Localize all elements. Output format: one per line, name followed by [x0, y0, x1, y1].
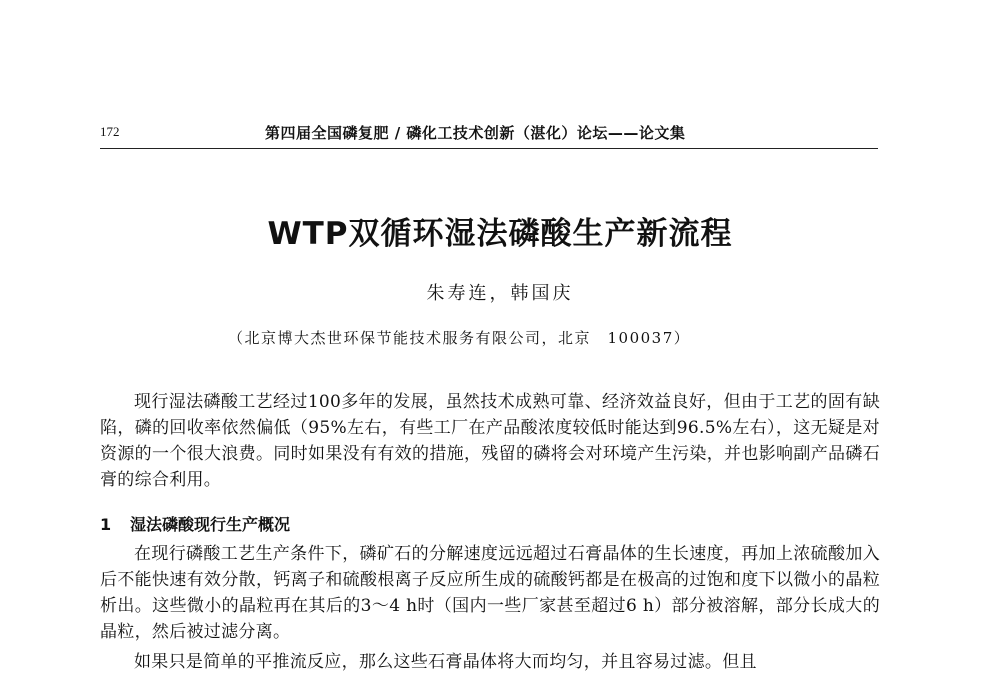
section1-block	[100, 541, 880, 675]
intro-paragraph: 现行湿法磷酸工艺经过100多年的发展，虽然技术成熟可靠、经济效益良好，但由于工艺的固有缺陷，磷的回收率依然偏低（95%左右，有些工厂在产品酸浓度较低时能达到96.5%左右），这无疑是对资源的一个很大浪费。同时如果没有有效的措施，残留的磷将会对环境产生污染，并也影响副产品磷石膏的综合利用。	[100, 392, 880, 490]
partial-paragraph: 如果只是简单的平推流反应，那么这些石膏晶体将大而均匀，并且容易过滤。但且	[134, 652, 757, 672]
section-heading	[100, 512, 290, 535]
article-affiliation: （北京博大杰世环保节能技术服务有限公司，北京 100037）	[228, 329, 691, 347]
article-authors: 朱寿连，韩国庆	[426, 283, 574, 304]
page-header	[100, 120, 878, 149]
article-title: WTP双循环湿法磷酸生产新流程	[267, 216, 733, 252]
section-title: 湿法磷酸现行生产概况	[130, 515, 291, 534]
section-number: 1	[100, 515, 112, 534]
running-head: 第四届全国磷复肥 / 磷化工技术创新（湛化）论坛——论文集	[265, 124, 686, 142]
section1-paragraph: 在现行磷酸工艺生产条件下，磷矿石的分解速度远远超过石膏晶体的生长速度，再加上浓硫酸加入后不能快速有效分散，钙离子和硫酸根离子反应所生成的硫酸钙都是在极高的过饱和度下以微小的晶粒析出。这些微小的晶粒再在其后的3～4 h时（国内一些厂家甚至超过6 h）部分被溶解，部分长成大的晶粒，然后被过滤分离。	[100, 544, 880, 642]
page-number: 172	[100, 124, 120, 139]
intro-block	[100, 389, 880, 493]
